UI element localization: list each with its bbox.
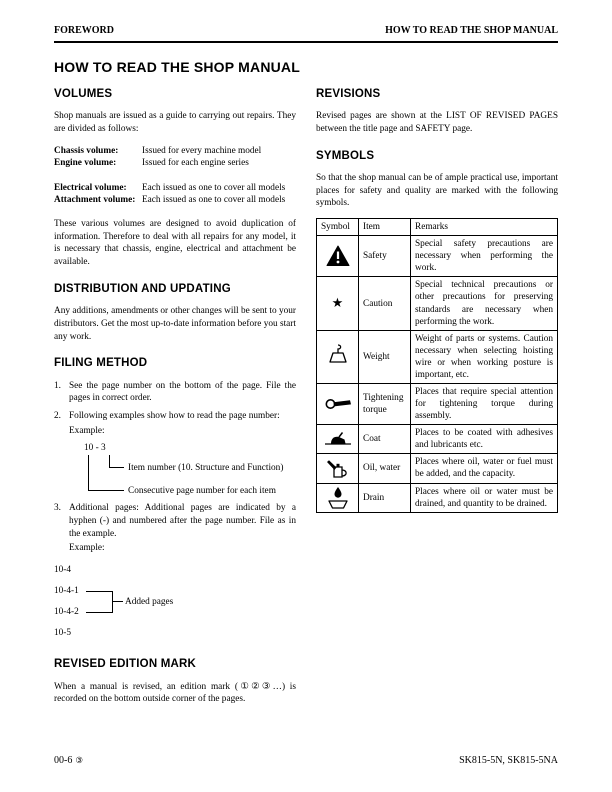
symbol-row-safety bbox=[317, 236, 558, 277]
remarks-cell: Places where oil or water must be drained, and quantity to be drained. bbox=[411, 483, 558, 512]
diagram-line bbox=[109, 467, 124, 468]
filing-heading: FILING METHOD bbox=[54, 357, 148, 370]
volume-label: Chassis volume: bbox=[54, 145, 119, 156]
page-footer bbox=[54, 754, 558, 768]
symbols-table bbox=[316, 218, 558, 513]
right-column bbox=[316, 85, 558, 714]
symbol-row-weight bbox=[317, 330, 558, 383]
symbol-row-caution bbox=[317, 277, 558, 330]
list-number: 1. bbox=[54, 380, 61, 391]
distribution-heading: DISTRIBUTION AND UPDATING bbox=[54, 282, 231, 295]
diagram-line bbox=[112, 591, 113, 613]
filing-item-2-body bbox=[69, 410, 296, 437]
filing-item-1 bbox=[54, 380, 296, 405]
symbol-cell bbox=[317, 236, 359, 277]
edition-mark: ③ bbox=[75, 755, 83, 766]
caution-star-icon: ★ bbox=[331, 295, 344, 310]
drain-drop-icon bbox=[321, 486, 354, 510]
diagram-line bbox=[86, 612, 112, 613]
volume-text: Each issued as one to cover all models bbox=[142, 195, 286, 206]
diagram-line bbox=[112, 601, 123, 602]
column-header-symbol: Symbol bbox=[317, 219, 359, 236]
revisions-body: Revised pages are shown at the LIST OF REVISED PAGES between the title page and SAFETY page. bbox=[316, 111, 558, 134]
volume-group-gap bbox=[54, 170, 296, 182]
volume-list bbox=[54, 145, 296, 208]
filing-item-3-example: Example: bbox=[69, 543, 105, 554]
symbol-cell bbox=[317, 277, 359, 330]
volume-row-engine bbox=[54, 157, 296, 170]
hanging-weight-icon bbox=[321, 344, 354, 370]
volume-label: Engine volume: bbox=[54, 158, 117, 169]
volume-label: Attachment volume: bbox=[54, 195, 136, 206]
filing-item-3-body bbox=[69, 502, 296, 555]
item-cell: Weight bbox=[359, 330, 411, 383]
symbol-cell bbox=[317, 330, 359, 383]
running-header bbox=[54, 24, 558, 43]
two-column-layout bbox=[54, 85, 558, 714]
list-number: 2. bbox=[54, 411, 61, 422]
remarks-cell: Special technical precautions or other precautions for preserving standards are necessary when performing the work. bbox=[411, 277, 558, 330]
symbol-cell bbox=[317, 483, 359, 512]
item-cell: Tightening torque bbox=[359, 384, 411, 425]
remarks-cell: Places to be coated with adhesives and lubricants etc. bbox=[411, 425, 558, 454]
filing-item-2-example: Example: bbox=[69, 425, 105, 436]
revised-mark-body: When a manual is revised, an edition mark (①②③…) is recorded on the bottom outside corner of the pages. bbox=[54, 681, 296, 705]
volume-row-electrical bbox=[54, 182, 296, 195]
filing-item-3-text: Additional pages: Additional pages are indicated by a hyphen (-) and numbered after the page number. File as in the example. bbox=[69, 503, 296, 539]
volumes-intro: Shop manuals are issued as a guide to carrying out repairs. They are divided as follows: bbox=[54, 111, 296, 134]
revised-mark-heading: REVISED EDITION MARK bbox=[54, 657, 197, 670]
volume-text: Issued for every machine model bbox=[142, 145, 262, 156]
page-number: 00-6 bbox=[54, 755, 73, 767]
symbol-row-drain bbox=[317, 483, 558, 512]
remarks-cell: Places where oil, water or fuel must be added, and the capacity. bbox=[411, 454, 558, 483]
symbol-cell bbox=[317, 425, 359, 454]
remarks-cell: Special safety precautions are necessary when performing the work. bbox=[411, 236, 558, 277]
volumes-heading: VOLUMES bbox=[54, 87, 113, 100]
coat-applicator-icon bbox=[321, 431, 354, 447]
symbol-row-oil-water bbox=[317, 454, 558, 483]
list-number: 3. bbox=[54, 503, 61, 514]
torque-wrench-icon bbox=[321, 396, 354, 412]
page-entry: 10-4 bbox=[54, 565, 72, 576]
diagram-line bbox=[109, 455, 110, 467]
item-cell: Drain bbox=[359, 483, 411, 512]
diagram-line bbox=[88, 490, 124, 491]
example-page-number: 10 - 3 bbox=[84, 443, 106, 454]
symbol-cell bbox=[317, 454, 359, 483]
filing-item-2 bbox=[54, 410, 296, 437]
volumes-outro: These various volumes are designed to avoid duplication of information. Therefore to deal with all repairs for any model, it is necessary that chassis, engine, electrical and attachment be available. bbox=[54, 219, 296, 268]
diagram-line bbox=[86, 591, 112, 592]
page-entry: 10-4-2 bbox=[54, 607, 79, 618]
volume-text: Each issued as one to cover all models bbox=[142, 182, 286, 193]
revisions-heading: REVISIONS bbox=[316, 87, 381, 100]
item-cell: Safety bbox=[359, 236, 411, 277]
column-header-item: Item bbox=[359, 219, 411, 236]
consecutive-page-label: Consecutive page number for each item bbox=[128, 486, 276, 497]
remarks-cell: Weight of parts or systems. Caution necessary when selecting hoisting wire or when working posture is important, etc. bbox=[411, 330, 558, 383]
remarks-cell: Places that require special attention for tightening torque during assembly. bbox=[411, 384, 558, 425]
distribution-body: Any additions, amendments or other changes will be sent to your distributors. Get the most up-to-date information before you start any work. bbox=[54, 306, 296, 342]
running-header-right: HOW TO READ THE SHOP MANUAL bbox=[385, 25, 558, 36]
symbols-intro: So that the shop manual can be of ample practical use, important places for safety and quality are marked with the following symbols. bbox=[316, 173, 558, 209]
page-number-diagram bbox=[84, 442, 296, 500]
volume-row-chassis bbox=[54, 145, 296, 158]
left-column bbox=[54, 85, 296, 714]
column-header-remarks: Remarks bbox=[411, 219, 558, 236]
volume-row-attachment bbox=[54, 194, 296, 207]
symbol-row-torque bbox=[317, 384, 558, 425]
filing-item-1-text: See the page number on the bottom of the page. File the pages in correct order. bbox=[69, 380, 296, 404]
page-title: HOW TO READ THE SHOP MANUAL bbox=[54, 58, 300, 75]
item-cell: Caution bbox=[359, 277, 411, 330]
page-entry: 10-5 bbox=[54, 628, 72, 639]
symbol-row-coat bbox=[317, 425, 558, 454]
volume-text: Issued for each engine series bbox=[142, 158, 249, 169]
symbol-cell bbox=[317, 384, 359, 425]
item-cell: Oil, water bbox=[359, 454, 411, 483]
added-pages-label: Added pages bbox=[125, 596, 174, 607]
symbols-table-header-row bbox=[317, 219, 558, 236]
page-entry: 10-4-1 bbox=[54, 586, 79, 597]
oil-can-icon bbox=[321, 457, 354, 479]
added-pages-diagram bbox=[54, 560, 296, 644]
item-number-label: Item number (10. Structure and Function) bbox=[128, 463, 284, 474]
diagram-line bbox=[88, 455, 89, 490]
footer-model-codes: SK815-5N, SK815-5NA bbox=[459, 755, 558, 767]
item-cell: Coat bbox=[359, 425, 411, 454]
footer-page-number bbox=[54, 754, 83, 768]
filing-item-2-text: Following examples show how to read the page number: bbox=[69, 411, 280, 422]
filing-item-3 bbox=[54, 502, 296, 555]
running-header-left: FOREWORD bbox=[54, 25, 114, 36]
symbols-heading: SYMBOLS bbox=[316, 149, 375, 162]
safety-warning-triangle-icon bbox=[321, 245, 354, 267]
volume-label: Electrical volume: bbox=[54, 182, 127, 193]
